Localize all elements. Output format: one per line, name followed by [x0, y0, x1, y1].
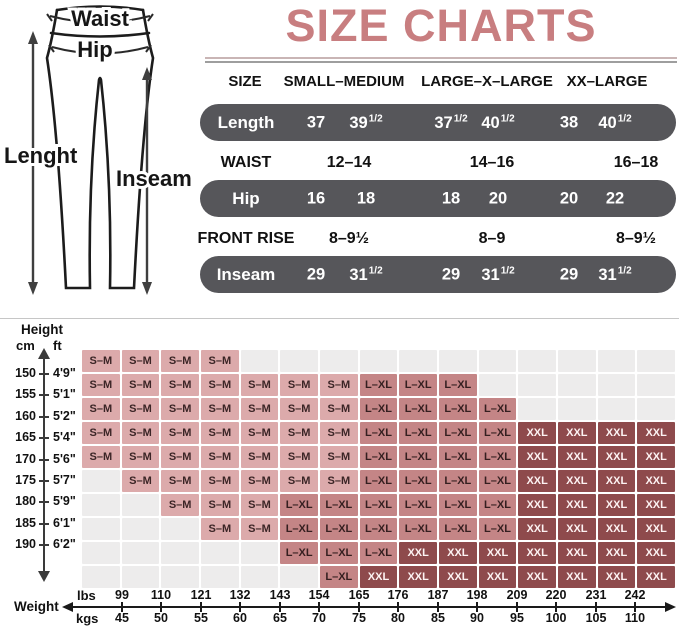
height-axis-line [43, 356, 45, 572]
grid-cell-5-4: S–M [241, 470, 279, 492]
weight-kgs-value: 60 [233, 611, 247, 625]
height-cm-value: 155 [15, 387, 36, 401]
grid-cell-5-3: S–M [201, 470, 239, 492]
grid-cell-empty [598, 398, 636, 420]
size-table-row-hip [200, 180, 676, 217]
grid-cell-2-4: S–M [241, 398, 279, 420]
fraction-superscript: 1/2 [500, 112, 515, 124]
size-table-row-front-rise [197, 220, 676, 257]
grid-cell-3-10: L–XL [479, 422, 517, 444]
size-value: $37^{1/2}$ [434, 112, 468, 132]
size-table-row-inseam [200, 256, 676, 293]
grid-cell-empty [82, 494, 120, 516]
grid-cell-empty [320, 350, 358, 372]
grid-cell-empty [241, 350, 279, 372]
grid-cell-4-9: L–XL [439, 446, 477, 468]
grid-cell-7-9: L–XL [439, 518, 477, 540]
grid-cell-empty [201, 542, 239, 564]
grid-cell-7-3: S–M [201, 518, 239, 540]
fraction-superscript: 1/2 [368, 264, 383, 276]
height-ft-value: 5'1" [53, 387, 76, 401]
grid-cell-7-12: XXL [558, 518, 596, 540]
grid-cell-9-11: XXL [518, 566, 556, 588]
grid-cell-5-6: S–M [320, 470, 358, 492]
weight-kgs-value: 90 [470, 611, 484, 625]
grid-cell-1-6: S–M [320, 374, 358, 396]
weight-unit-lbs: lbs [77, 588, 96, 603]
col-header-small-medium: SMALL–MEDIUM [283, 73, 405, 90]
grid-cell-6-12: XXL [558, 494, 596, 516]
fraction-superscript: 1/2 [500, 264, 515, 276]
size-value: $40^{1/2}$ [598, 112, 632, 132]
grid-cell-8-6: L–XL [320, 542, 358, 564]
grid-cell-2-0: S–M [82, 398, 120, 420]
grid-cell-1-2: S–M [161, 374, 199, 396]
weight-lbs-value: 110 [150, 588, 172, 602]
size-value: 38 [559, 113, 579, 131]
weight-lbs-value: 187 [427, 588, 449, 602]
height-ft-value: 5'4" [53, 430, 76, 444]
grid-cell-3-1: S–M [122, 422, 160, 444]
grid-cell-3-13: XXL [598, 422, 636, 444]
page-title: SIZE CHARTS [285, 0, 597, 51]
grid-cell-3-12: XXL [558, 422, 596, 444]
height-ft-value: 5'7" [53, 473, 76, 487]
grid-cell-8-13: XXL [598, 542, 636, 564]
grid-cell-8-12: XXL [558, 542, 596, 564]
height-cm-value: 190 [15, 537, 36, 551]
size-value: 20 [488, 189, 508, 207]
grid-cell-9-6: L–XL [320, 566, 358, 588]
height-tick [39, 394, 49, 396]
grid-cell-7-14: XXL [637, 518, 675, 540]
size-value: 18 [356, 189, 376, 207]
grid-cell-3-4: S–M [241, 422, 279, 444]
row-label: Inseam [216, 264, 276, 284]
grid-cell-5-11: XXL [518, 470, 556, 492]
size-table-row-waist [200, 144, 676, 181]
height-tick [39, 373, 49, 375]
size-value: $31^{1/2}$ [481, 264, 515, 284]
weight-lbs-value: 165 [348, 588, 370, 602]
grid-cell-6-5: L–XL [280, 494, 318, 516]
height-tick [39, 501, 49, 503]
inseam-label: Inseam [116, 166, 192, 191]
leggings-diagram [0, 0, 205, 315]
grid-cell-7-6: L–XL [320, 518, 358, 540]
grid-cell-8-14: XXL [637, 542, 675, 564]
size-value: 12–14 [326, 153, 372, 171]
grid-cell-4-7: L–XL [360, 446, 398, 468]
fraction-superscript: 1/2 [617, 264, 632, 276]
size-value: 29 [559, 265, 579, 283]
height-ft-value: 5'6" [53, 452, 76, 466]
height-ft-value: 5'2" [53, 409, 76, 423]
weight-kgs-value: 100 [545, 611, 567, 625]
grid-cell-empty [558, 398, 596, 420]
grid-cell-9-8: XXL [399, 566, 437, 588]
grid-cell-empty [399, 350, 437, 372]
grid-cell-3-6: S–M [320, 422, 358, 444]
grid-cell-4-5: S–M [280, 446, 318, 468]
height-axis-arrowhead-down [38, 571, 50, 582]
weight-height-grid [82, 350, 675, 588]
grid-cell-6-9: L–XL [439, 494, 477, 516]
grid-cell-9-13: XXL [598, 566, 636, 588]
grid-cell-9-12: XXL [558, 566, 596, 588]
title-divider [205, 57, 677, 63]
grid-cell-empty [82, 542, 120, 564]
grid-cell-2-3: S–M [201, 398, 239, 420]
grid-cell-empty [558, 374, 596, 396]
grid-cell-3-7: L–XL [360, 422, 398, 444]
grid-cell-4-0: S–M [82, 446, 120, 468]
grid-cell-5-5: S–M [280, 470, 318, 492]
fraction-superscript: 1/2 [368, 112, 383, 124]
size-table-row-length [200, 104, 676, 141]
grid-cell-8-11: XXL [518, 542, 556, 564]
weight-axis-arrowhead-right [665, 602, 676, 612]
grid-cell-9-7: XXL [360, 566, 398, 588]
grid-cell-8-8: XXL [399, 542, 437, 564]
grid-cell-4-10: L–XL [479, 446, 517, 468]
grid-cell-3-5: S–M [280, 422, 318, 444]
grid-cell-empty [598, 350, 636, 372]
col-header-large-x-large: LARGE–X–LARGE [421, 73, 553, 90]
grid-cell-empty [201, 566, 239, 588]
weight-lbs-value: 99 [115, 588, 129, 602]
col-header-size: SIZE [228, 73, 262, 90]
weight-kgs-value: 45 [115, 611, 129, 625]
height-ft-value: 4'9" [53, 366, 76, 380]
length-label: Lenght [4, 143, 78, 168]
height-unit-ft: ft [53, 338, 62, 353]
grid-cell-empty [518, 374, 556, 396]
height-cm-value: 175 [15, 473, 36, 487]
weight-lbs-value: 143 [269, 588, 291, 602]
height-cm-value: 185 [15, 516, 36, 530]
grid-cell-1-8: L–XL [399, 374, 437, 396]
grid-cell-6-10: L–XL [479, 494, 517, 516]
grid-cell-7-10: L–XL [479, 518, 517, 540]
grid-cell-empty [241, 542, 279, 564]
grid-cell-7-8: L–XL [399, 518, 437, 540]
grid-cell-3-14: XXL [637, 422, 675, 444]
grid-cell-5-7: L–XL [360, 470, 398, 492]
grid-cell-3-0: S–M [82, 422, 120, 444]
grid-cell-9-9: XXL [439, 566, 477, 588]
height-unit-cm: cm [16, 338, 35, 353]
height-ft-value: 6'1" [53, 516, 76, 530]
size-value: 37 [306, 113, 326, 131]
hip-label: Hip [77, 37, 113, 62]
size-value: $40^{1/2}$ [481, 112, 515, 132]
height-ft-value: 5'9" [53, 494, 76, 508]
size-value: 14–16 [469, 153, 515, 171]
grid-cell-empty [637, 374, 675, 396]
grid-cell-2-7: L–XL [360, 398, 398, 420]
grid-cell-6-6: L–XL [320, 494, 358, 516]
grid-cell-7-11: XXL [518, 518, 556, 540]
weight-kgs-value: 70 [312, 611, 326, 625]
weight-kgs-value: 65 [273, 611, 287, 625]
grid-cell-2-5: S–M [280, 398, 318, 420]
grid-cell-7-7: L–XL [360, 518, 398, 540]
weight-lbs-value: 198 [466, 588, 488, 602]
grid-cell-4-1: S–M [122, 446, 160, 468]
grid-cell-6-2: S–M [161, 494, 199, 516]
grid-cell-3-11: XXL [518, 422, 556, 444]
grid-cell-2-10: L–XL [479, 398, 517, 420]
grid-cell-8-7: L–XL [360, 542, 398, 564]
row-label: Length [217, 112, 275, 132]
grid-cell-6-13: XXL [598, 494, 636, 516]
grid-cell-empty [82, 470, 120, 492]
grid-cell-7-5: L–XL [280, 518, 318, 540]
grid-cell-2-2: S–M [161, 398, 199, 420]
grid-cell-0-2: S–M [161, 350, 199, 372]
grid-cell-5-14: XXL [637, 470, 675, 492]
grid-cell-empty [161, 566, 199, 588]
height-axis-title: Height [21, 322, 63, 337]
weight-kgs-value: 110 [624, 611, 646, 625]
grid-cell-empty [558, 350, 596, 372]
size-value: 20 [559, 189, 579, 207]
grid-cell-9-10: XXL [479, 566, 517, 588]
height-tick [39, 480, 49, 482]
grid-cell-empty [637, 398, 675, 420]
grid-cell-7-4: S–M [241, 518, 279, 540]
grid-cell-0-0: S–M [82, 350, 120, 372]
grid-cell-5-2: S–M [161, 470, 199, 492]
height-ft-value: 6'2" [53, 537, 76, 551]
grid-cell-empty [122, 494, 160, 516]
grid-cell-2-1: S–M [122, 398, 160, 420]
weight-axis-arrowhead-left [62, 602, 73, 612]
grid-cell-6-11: XXL [518, 494, 556, 516]
row-label: Hip [232, 188, 260, 208]
grid-cell-6-4: S–M [241, 494, 279, 516]
weight-lbs-value: 231 [585, 588, 607, 602]
grid-cell-5-9: L–XL [439, 470, 477, 492]
grid-cell-empty [280, 350, 318, 372]
grid-cell-empty [479, 350, 517, 372]
grid-cell-4-2: S–M [161, 446, 199, 468]
grid-cell-6-3: S–M [201, 494, 239, 516]
weight-kgs-value: 50 [154, 611, 168, 625]
weight-lbs-value: 242 [624, 588, 646, 602]
size-value: 16 [306, 189, 326, 207]
grid-cell-2-6: S–M [320, 398, 358, 420]
grid-cell-4-3: S–M [201, 446, 239, 468]
weight-lbs-value: 121 [190, 588, 212, 602]
grid-cell-8-5: L–XL [280, 542, 318, 564]
grid-cell-4-12: XXL [558, 446, 596, 468]
grid-cell-4-13: XXL [598, 446, 636, 468]
size-value: 16–18 [613, 153, 659, 171]
grid-cell-5-12: XXL [558, 470, 596, 492]
height-tick [39, 437, 49, 439]
grid-cell-3-9: L–XL [439, 422, 477, 444]
height-tick [39, 459, 49, 461]
grid-cell-1-7: L–XL [360, 374, 398, 396]
weight-axis-title: Weight [14, 599, 59, 614]
grid-cell-1-0: S–M [82, 374, 120, 396]
grid-cell-empty [360, 350, 398, 372]
height-cm-value: 165 [15, 430, 36, 444]
height-tick [39, 523, 49, 525]
weight-unit-kgs: kgs [76, 611, 99, 626]
weight-kgs-value: 75 [352, 611, 366, 625]
grid-cell-4-6: S–M [320, 446, 358, 468]
weight-lbs-value: 209 [506, 588, 528, 602]
col-header-xx-large: XX–LARGE [566, 73, 648, 90]
size-value: 18 [441, 189, 461, 207]
size-value: 22 [605, 189, 625, 207]
waist-label: Waist [71, 6, 129, 31]
grid-cell-6-8: L–XL [399, 494, 437, 516]
grid-cell-empty [122, 518, 160, 540]
grid-cell-0-3: S–M [201, 350, 239, 372]
section-divider [0, 318, 679, 319]
grid-cell-empty [479, 374, 517, 396]
grid-cell-empty [122, 542, 160, 564]
grid-cell-8-10: XXL [479, 542, 517, 564]
grid-cell-3-3: S–M [201, 422, 239, 444]
grid-cell-1-1: S–M [122, 374, 160, 396]
grid-cell-2-9: L–XL [439, 398, 477, 420]
weight-lbs-value: 154 [308, 588, 330, 602]
grid-cell-4-11: XXL [518, 446, 556, 468]
grid-cell-1-3: S–M [201, 374, 239, 396]
grid-cell-empty [598, 374, 636, 396]
grid-cell-5-10: L–XL [479, 470, 517, 492]
grid-cell-empty [637, 350, 675, 372]
grid-cell-empty [518, 350, 556, 372]
size-value: 29 [306, 265, 326, 283]
grid-cell-empty [161, 542, 199, 564]
grid-cell-empty [82, 518, 120, 540]
grid-cell-4-8: L–XL [399, 446, 437, 468]
grid-cell-empty [280, 566, 318, 588]
height-cm-value: 160 [15, 409, 36, 423]
grid-cell-9-14: XXL [637, 566, 675, 588]
fraction-superscript: 1/2 [453, 112, 468, 124]
grid-cell-4-14: XXL [637, 446, 675, 468]
height-cm-value: 170 [15, 452, 36, 466]
size-value: $31^{1/2}$ [598, 264, 632, 284]
grid-cell-6-14: XXL [637, 494, 675, 516]
grid-cell-1-5: S–M [280, 374, 318, 396]
height-tick [39, 416, 49, 418]
height-cm-value: 180 [15, 494, 36, 508]
grid-cell-3-8: L–XL [399, 422, 437, 444]
height-tick [39, 544, 49, 546]
size-value: 8–9½ [328, 229, 370, 247]
row-label: FRONT RISE [197, 229, 295, 247]
grid-cell-6-7: L–XL [360, 494, 398, 516]
grid-cell-empty [161, 518, 199, 540]
grid-cell-1-4: S–M [241, 374, 279, 396]
grid-cell-7-13: XXL [598, 518, 636, 540]
size-value: $31^{1/2}$ [349, 264, 383, 284]
grid-cell-4-4: S–M [241, 446, 279, 468]
weight-kgs-value: 80 [391, 611, 405, 625]
weight-kgs-value: 55 [194, 611, 208, 625]
height-axis-arrowhead-up [38, 348, 50, 359]
grid-cell-5-13: XXL [598, 470, 636, 492]
weight-kgs-value: 85 [431, 611, 445, 625]
grid-cell-empty [122, 566, 160, 588]
grid-cell-1-9: L–XL [439, 374, 477, 396]
size-value: 8–9 [478, 229, 506, 247]
size-value: 8–9½ [615, 229, 657, 247]
grid-cell-5-8: L–XL [399, 470, 437, 492]
size-value: 29 [441, 265, 461, 283]
grid-cell-empty [439, 350, 477, 372]
weight-lbs-value: 132 [229, 588, 251, 602]
size-value: $39^{1/2}$ [349, 112, 383, 132]
weight-kgs-value: 105 [585, 611, 607, 625]
grid-cell-8-9: XXL [439, 542, 477, 564]
grid-cell-empty [82, 566, 120, 588]
grid-cell-empty [241, 566, 279, 588]
row-label: WAIST [220, 153, 272, 171]
fraction-superscript: 1/2 [617, 112, 632, 124]
weight-lbs-value: 176 [387, 588, 409, 602]
grid-cell-0-1: S–M [122, 350, 160, 372]
weight-lbs-value: 220 [545, 588, 567, 602]
grid-cell-2-8: L–XL [399, 398, 437, 420]
grid-cell-empty [518, 398, 556, 420]
grid-cell-5-1: S–M [122, 470, 160, 492]
weight-kgs-value: 95 [510, 611, 524, 625]
grid-cell-3-2: S–M [161, 422, 199, 444]
height-cm-value: 150 [15, 366, 36, 380]
